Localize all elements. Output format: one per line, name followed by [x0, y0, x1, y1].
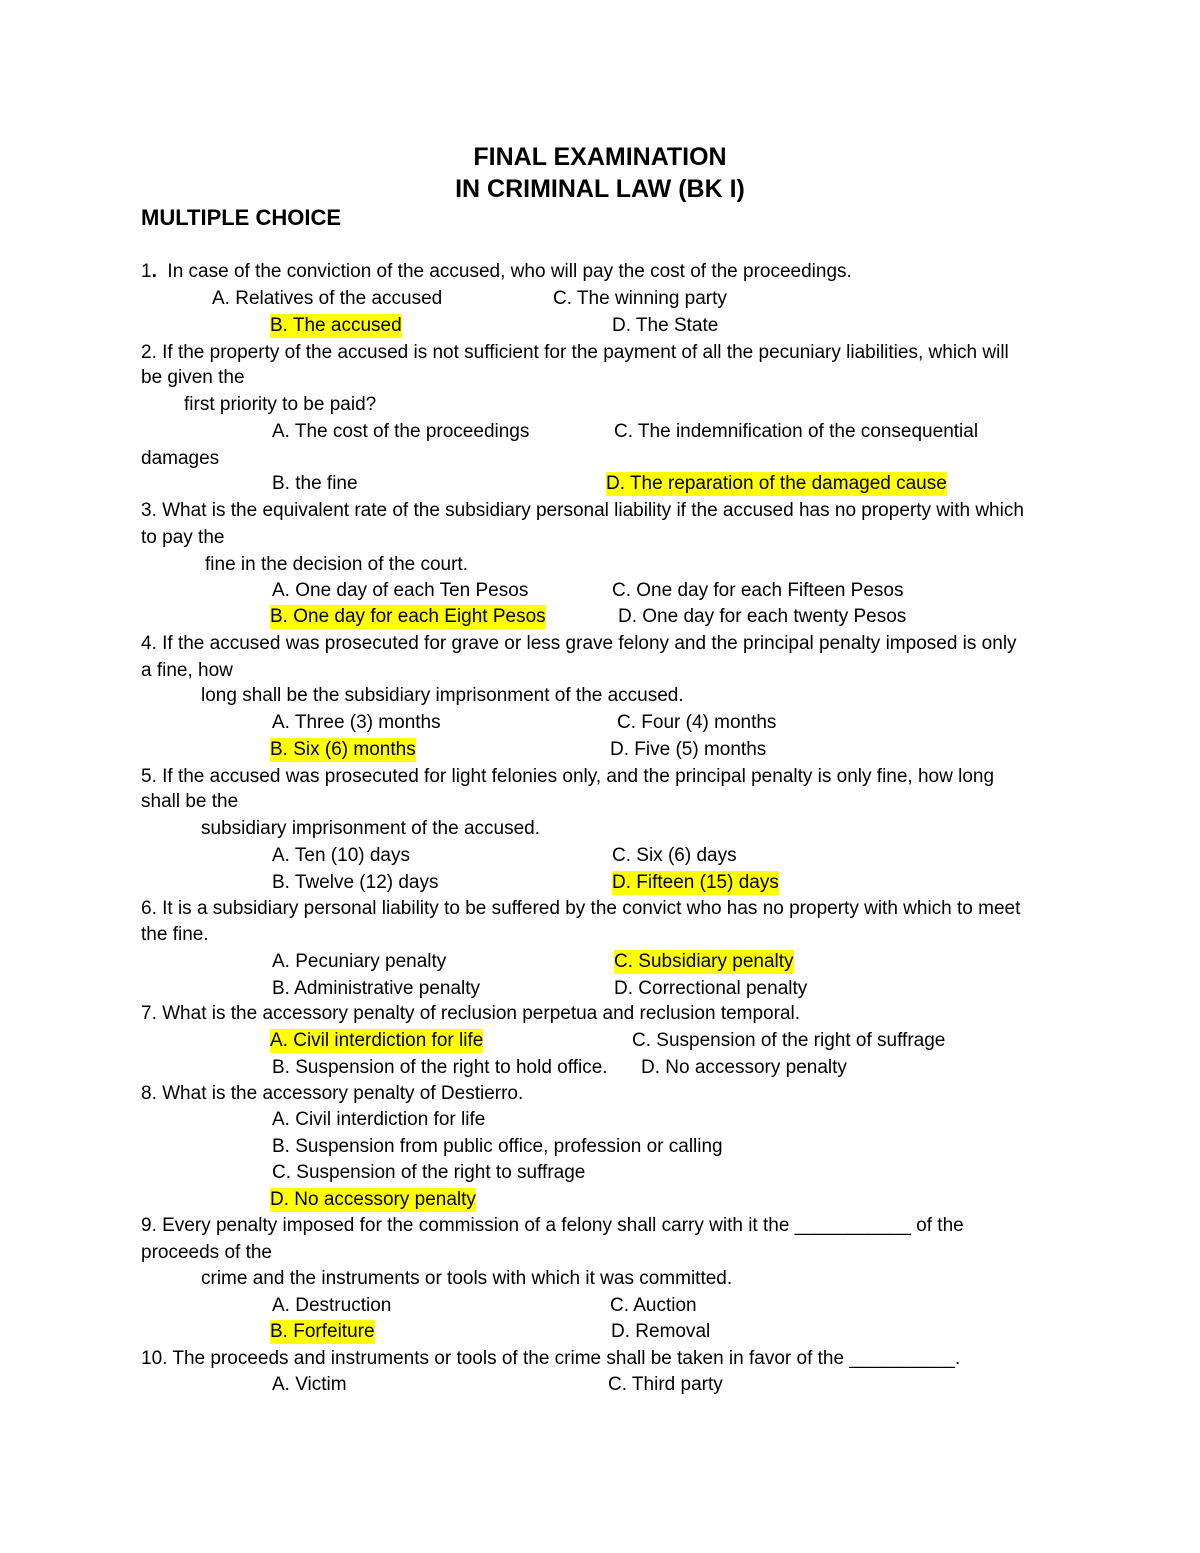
option-c-answer: C. Subsidiary penalty	[614, 951, 794, 972]
option-a-answer: A. Civil interdiction for life	[270, 1030, 484, 1051]
option-a: A. Destruction	[272, 1295, 392, 1316]
question-3-line-1: 3. What is the equivalent rate of the subsidiary personal liability if the accused has no property with which	[141, 500, 1024, 521]
option-a: A. Civil interdiction for life	[272, 1109, 486, 1130]
option-a: A. Pecuniary penalty	[272, 951, 447, 972]
question-6-line-1: 6. It is a subsidiary personal liability to be suffered by the convict who has no property with which to meet	[141, 898, 1021, 919]
section-heading: MULTIPLE CHOICE	[141, 205, 342, 230]
option-d: D. One day for each twenty Pesos	[618, 606, 907, 627]
page-title-line-2: IN CRIMINAL LAW (BK I)	[455, 175, 745, 203]
option-c: C. Auction	[610, 1295, 697, 1316]
option-d: D. Correctional penalty	[614, 978, 808, 999]
option-c: C. One day for each Fifteen Pesos	[612, 580, 904, 601]
question-10-line-1: 10. The proceeds and instruments or tools of the crime shall be taken in favor of the __________.	[141, 1348, 961, 1369]
question-2-line-3: first priority to be paid?	[184, 394, 377, 415]
option-a: A. Victim	[272, 1374, 347, 1395]
question-5-line-1: 5. If the accused was prosecuted for light felonies only, and the principal penalty is only fine, how long	[141, 766, 995, 787]
question-5-line-3: subsidiary imprisonment of the accused.	[201, 818, 540, 839]
option-c: C. Suspension of the right to suffrage	[272, 1162, 586, 1183]
option-d: D. Five (5) months	[610, 739, 767, 760]
option-b: B. Twelve (12) days	[272, 872, 439, 893]
question-text: In case of the conviction of the accused, who will pay the cost of the proceedings.	[167, 261, 852, 282]
option-c-wrap: damages	[141, 448, 220, 469]
option-c: C. Third party	[608, 1374, 723, 1395]
question-2-line-2: be given the	[141, 367, 245, 388]
option-c: C. Suspension of the right of suffrage	[632, 1030, 946, 1051]
option-d: D. The State	[612, 315, 719, 336]
option-d: D. No accessory penalty	[641, 1057, 847, 1078]
option-b: B. Suspension of the right to hold office.	[272, 1057, 608, 1078]
question-9-line-1: 9. Every penalty imposed for the commission of a felony shall carry with it the ___________ of the	[141, 1215, 964, 1236]
option-a: A. Three (3) months	[272, 712, 441, 733]
option-c: C. Four (4) months	[617, 712, 777, 733]
option-b-answer: B. Forfeiture	[270, 1321, 375, 1342]
question-7-line-1: 7. What is the accessory penalty of reclusion perpetua and reclusion temporal.	[141, 1003, 801, 1024]
question-4-line-3: long shall be the subsidiary imprisonment of the accused.	[201, 685, 684, 706]
option-b: B. Suspension from public office, profession or calling	[272, 1136, 723, 1157]
page-title-line-1: FINAL EXAMINATION	[473, 143, 727, 171]
option-d-answer: D. The reparation of the damaged cause	[606, 473, 947, 494]
option-a: A. One day of each Ten Pesos	[272, 580, 529, 601]
option-d-answer: D. Fifteen (15) days	[612, 872, 779, 893]
option-b-answer: B. Six (6) months	[270, 739, 416, 760]
question-number: 1.	[141, 261, 157, 282]
option-b: B. the fine	[272, 473, 358, 494]
question-4-line-1: 4. If the accused was prosecuted for grave or less grave felony and the principal penalty imposed is only	[141, 633, 1017, 654]
question-3-line-2: to pay the	[141, 527, 225, 548]
option-d-answer: D. No accessory penalty	[270, 1189, 476, 1210]
option-a: A. The cost of the proceedings	[272, 421, 530, 442]
option-b-answer: B. One day for each Eight Pesos	[270, 606, 546, 627]
question-4-line-2: a fine, how	[141, 660, 233, 681]
question-5-line-2: shall be the	[141, 791, 239, 812]
option-a: A. Relatives of the accused	[212, 288, 443, 309]
question-6-line-2: the fine.	[141, 924, 209, 945]
question-9-line-2: proceeds of the	[141, 1242, 272, 1263]
option-c: C. The winning party	[553, 288, 727, 309]
option-b: B. Administrative penalty	[272, 978, 481, 999]
question-2-line-1: 2. If the property of the accused is not sufficient for the payment of all the pecuniary liabilities, which will	[141, 342, 1009, 363]
option-c: C. The indemnification of the consequential	[614, 421, 979, 442]
option-b-answer: B. The accused	[270, 315, 402, 336]
question-3-line-3: fine in the decision of the court.	[205, 554, 468, 575]
option-a: A. Ten (10) days	[272, 845, 411, 866]
option-c: C. Six (6) days	[612, 845, 737, 866]
option-d: D. Removal	[611, 1321, 711, 1342]
question-9-line-3: crime and the instruments or tools with which it was committed.	[201, 1268, 733, 1289]
question-8-line-1: 8. What is the accessory penalty of Destierro.	[141, 1083, 524, 1104]
question-1	[141, 260, 852, 284]
